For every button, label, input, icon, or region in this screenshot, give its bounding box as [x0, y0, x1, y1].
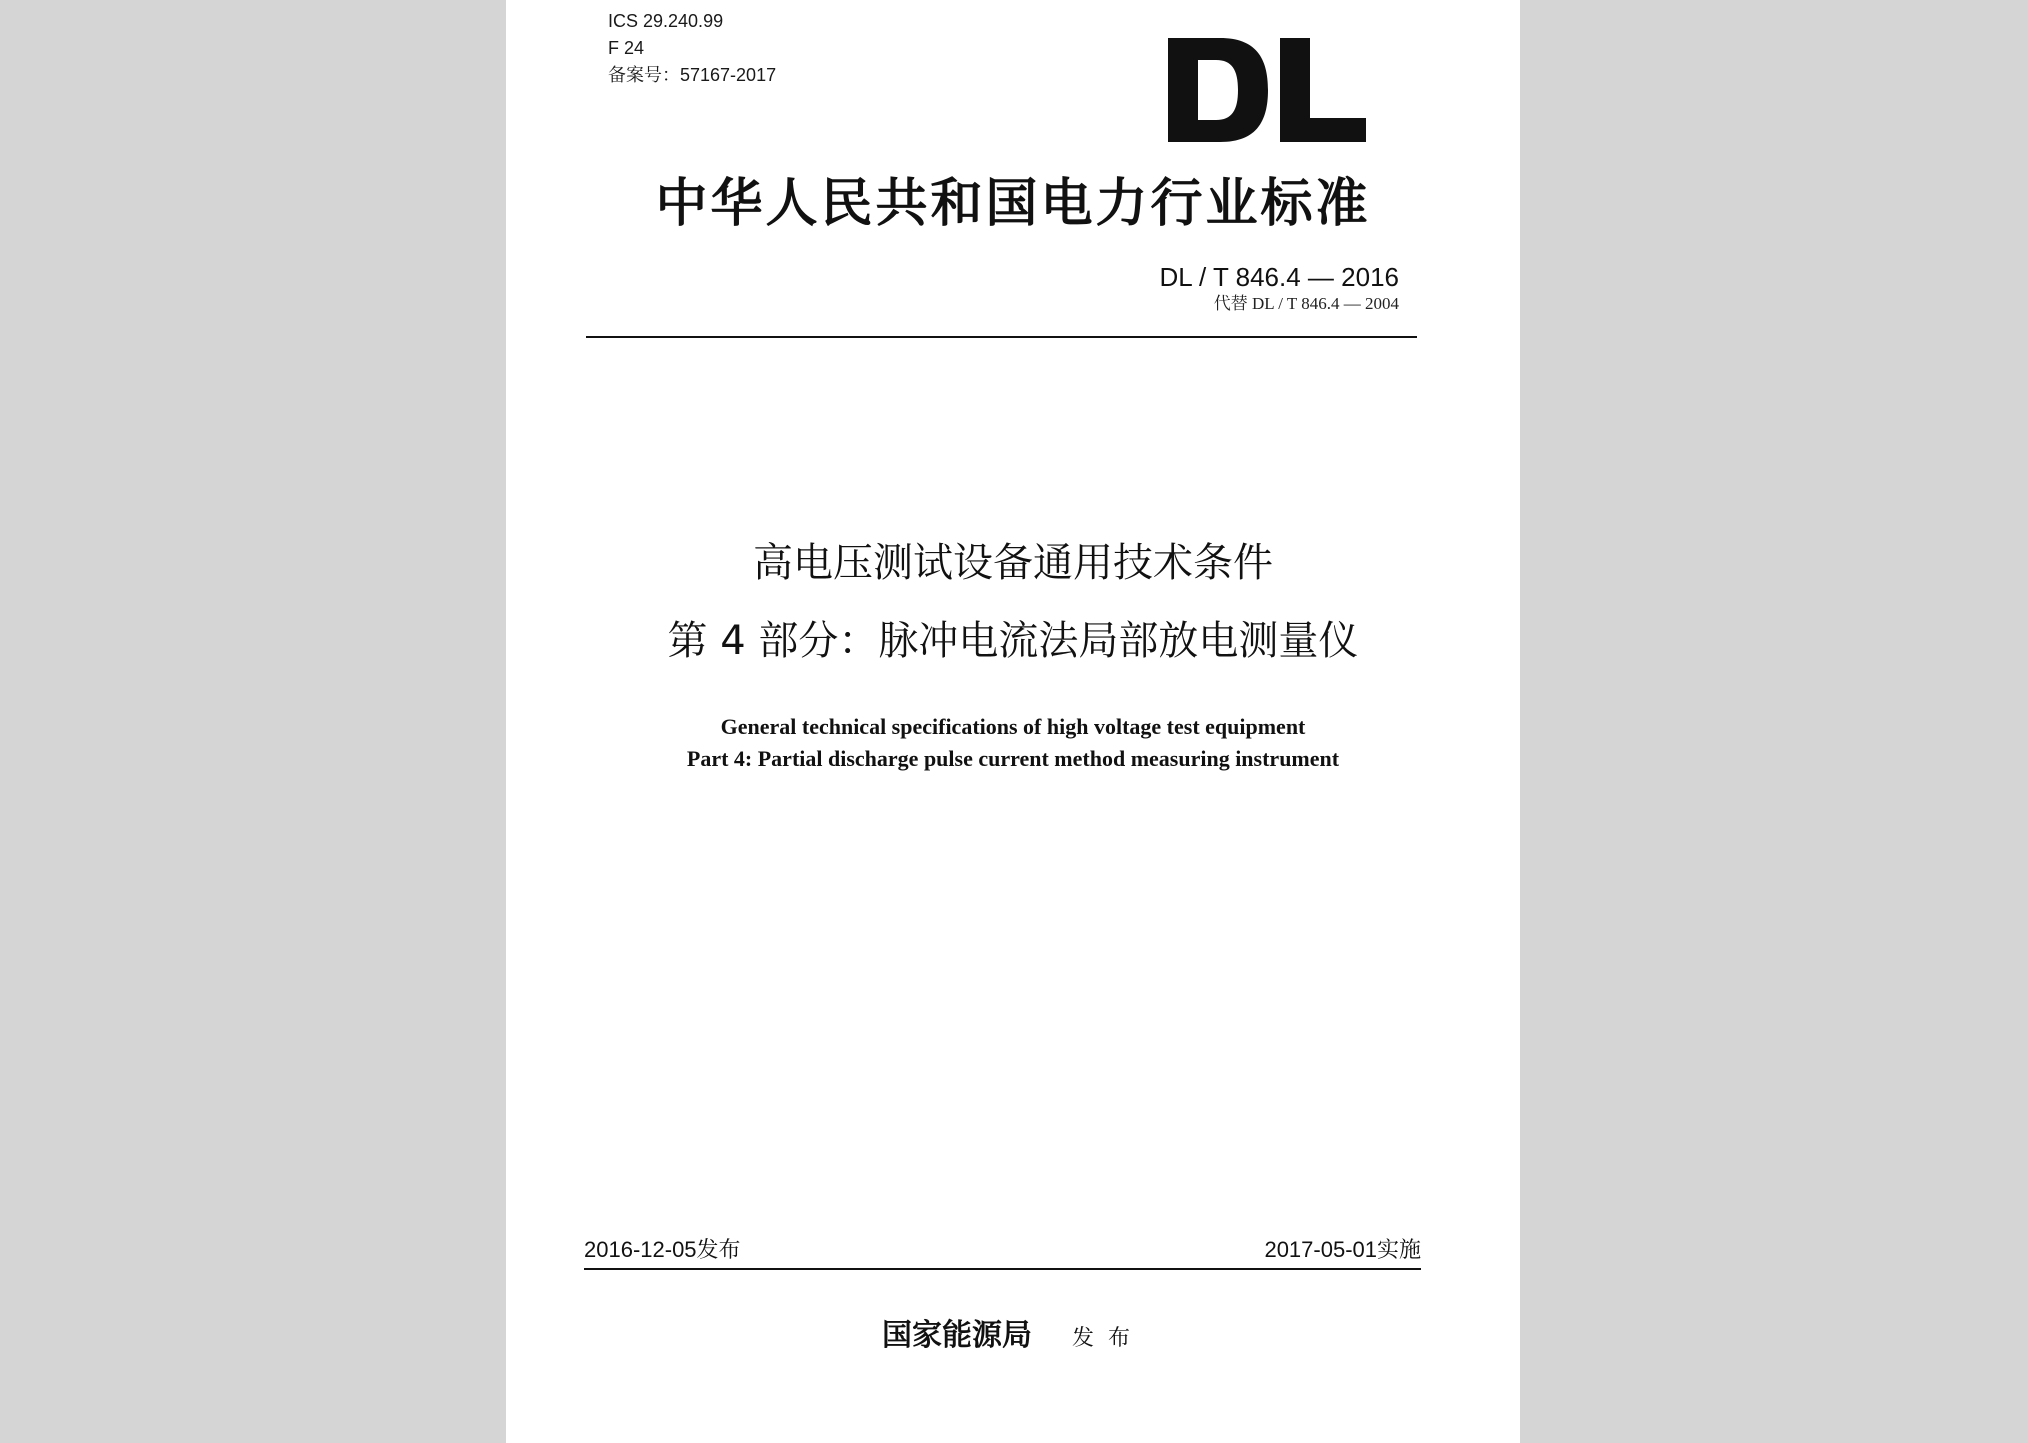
title-en-line2: Part 4: Partial discharge pulse current method measuring instrument — [686, 746, 1340, 771]
document-page — [506, 0, 1520, 1443]
publisher — [506, 1317, 1520, 1358]
ministry-title: 中华人民共和国电力行业标准 — [655, 173, 1371, 234]
implementation-date: 2017-05-01实施 — [1264, 1237, 1421, 1262]
replaces-standard: 代替 DL / T 846.4 — 2004 — [1213, 294, 1399, 313]
standard-number: DL / T 846.4 — 2016 — [1159, 262, 1399, 292]
ccs-code: F 24 — [608, 38, 645, 58]
title-cn-line2: 第 4 部分：脉冲电流法局部放电测量仪 — [667, 618, 1359, 664]
top-divider — [586, 336, 1417, 338]
issue-date: 2016-12-05发布 — [584, 1237, 741, 1262]
bottom-divider — [584, 1268, 1421, 1270]
filing-number: 备案号：57167-2017 — [608, 65, 777, 85]
publisher-action: 发布 — [1071, 1326, 1144, 1351]
dl-logo — [1168, 38, 1368, 142]
publisher-name: 国家能源局 — [881, 1318, 1032, 1353]
title-cn-line1: 高电压测试设备通用技术条件 — [753, 540, 1273, 586]
title-en-line1: General technical specifications of high voltage test equipment — [720, 714, 1306, 739]
ics-code: ICS 29.240.99 — [608, 11, 724, 31]
